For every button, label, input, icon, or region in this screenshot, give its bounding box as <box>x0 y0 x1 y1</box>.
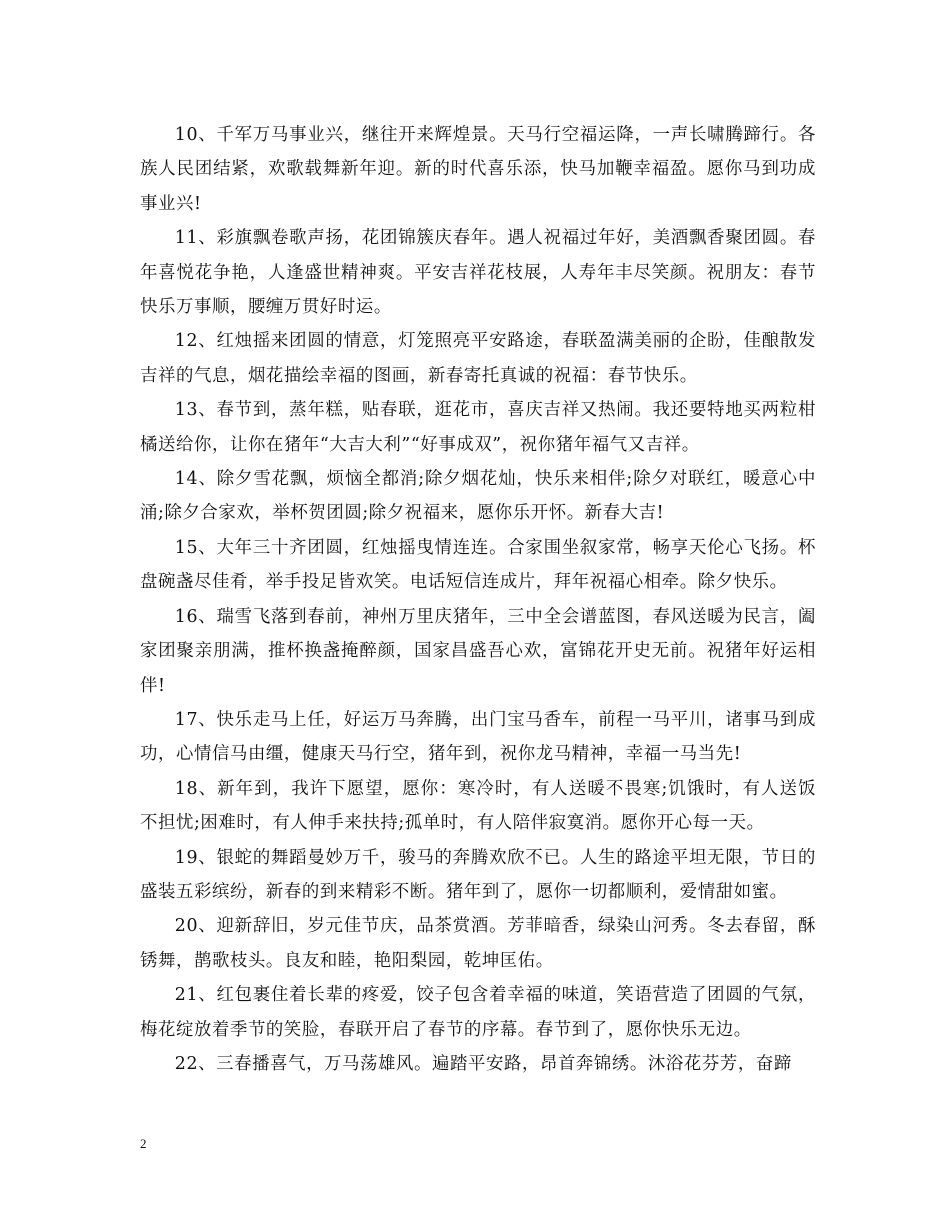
document-body <box>140 118 816 1081</box>
paragraph-17: 17、快乐走马上任，好运万马奔腾，出门宝马香车，前程一马平川，诸事马到成功，心情信马由缰，健康天马行空，猪年到，祝你龙马精神，幸福一马当先! <box>140 709 816 765</box>
paragraph-12: 12、红烛摇来团圆的情意，灯笼照亮平安路途，春联盈满美丽的企盼，佳酿散发吉祥的气息，烟花描绘幸福的图画，新春寄托真诚的祝福：春节快乐。 <box>140 331 816 386</box>
paragraph-10: 10、千军万马事业兴，继往开来辉煌景。天马行空福运降，一声长啸腾蹄行。各族人民团结紧，欢歌载舞新年迎。新的时代喜乐添，快马加鞭幸福盈。愿你马到功成事业兴! <box>140 125 816 214</box>
paragraph-20: 20、迎新辞旧，岁元佳节庆，品茶赏酒。芳菲暗香，绿染山河秀。冬去春留，酥锈舞，鹊歌枝头。良友和睦，艳阳梨园，乾坤匡佑。 <box>140 916 816 971</box>
paragraph-14: 14、除夕雪花飘，烦恼全都消;除夕烟花灿，快乐来相伴;除夕对联红，暖意心中涌;除夕合家欢，举杯贺团圆;除夕祝福来，愿你乐开怀。新春大吉! <box>140 469 816 524</box>
paragraph-16: 16、瑞雪飞落到春前，神州万里庆猪年，三中全会谱蓝图，春风送暖为民言，阖家团聚亲朋满，推杯换盏掩醉颜，国家昌盛吾心欢，富锦花开史无前。祝猪年好运相伴! <box>140 606 816 696</box>
paragraph-15: 15、大年三十齐团圆，红烛摇曳情连连。合家围坐叙家常，畅享天伦心飞扬。杯盘碗盏尽佳肴，举手投足皆欢笑。电话短信连成片，拜年祝福心相牵。除夕快乐。 <box>140 537 816 593</box>
paragraph-22: 22、三春播喜气，万马荡雄风。遍踏平安路，昂首奔锦绣。沐浴花芬芳，奋蹄 <box>174 1053 792 1074</box>
paragraph-11: 11、彩旗飘卷歌声扬，花团锦簇庆春年。遇人祝福过年好，美酒飘香聚团圆。春年喜悦花争艳，人逢盛世精神爽。平安吉祥花枝展，人寿年丰尽笑颜。祝朋友：春节快乐万事顺，腰缠万贯好时运。 <box>140 228 816 318</box>
paragraph-18: 18、新年到，我许下愿望，愿你：寒冷时，有人送暖不畏寒;饥饿时，有人送饭不担忧;困难时，有人伸手来扶持;孤单时，有人陪伴寂寞消。愿你开心每一天。 <box>140 778 816 834</box>
paragraph-19: 19、银蛇的舞蹈曼妙万千，骏马的奔腾欢欣不已。人生的路途平坦无限，节日的盛装五彩缤纷，新春的到来精彩不断。猪年到了，愿你一切都顺利，爱情甜如蜜。 <box>140 847 816 902</box>
paragraph-13: 13、春节到，蒸年糕，贴春联，逛花市，喜庆吉祥又热闹。我还要特地买两粒柑橘送给你，让你在猪年“大吉大利”“好事成双”，祝你猪年福气又吉祥。 <box>140 400 816 455</box>
paragraph-21: 21、红包裹住着长辈的疼爱，饺子包含着幸福的味道，笑语营造了团圆的气氛，梅花绽放着季节的笑脸，春联开启了春节的序幕。春节到了，愿你快乐无边。 <box>140 985 816 1040</box>
page-number: 2 <box>140 1136 147 1151</box>
